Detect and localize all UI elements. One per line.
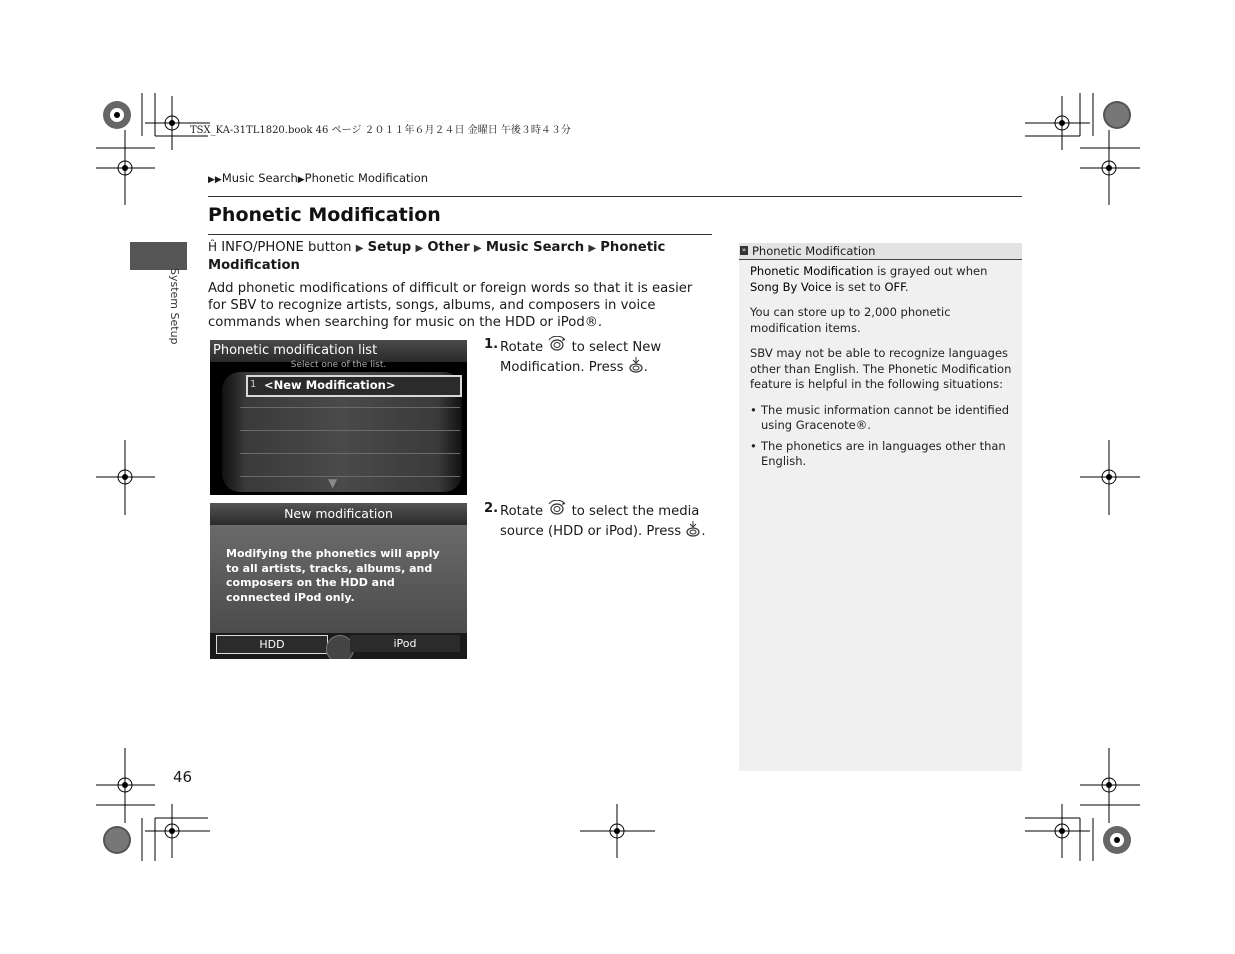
interface-dial-rotate-icon <box>547 336 567 354</box>
page-title: Phonetic Modification <box>208 204 441 226</box>
note-body <box>750 264 1015 475</box>
nav-arrow-icon: ▶ <box>588 243 597 254</box>
step-1: 1. Rotate to select New Modification. Press . <box>484 337 662 375</box>
breadcrumb-arrows-icon: ▶▶ <box>208 175 222 185</box>
page-number: 46 <box>173 768 193 786</box>
step-target: New Modification <box>500 340 662 375</box>
interface-dial-press-icon <box>685 520 701 538</box>
breadcrumb-parent[interactable]: Music Search <box>221 171 298 185</box>
row-divider <box>240 453 460 454</box>
step-2: 2. Rotate to select the media source (HDD or iPod). Press . <box>484 501 706 539</box>
title-rule <box>208 234 712 235</box>
note-marker-icon: » <box>741 246 747 254</box>
list-item: • The phonetics are in languages other than English. <box>750 439 1015 470</box>
note-text: is grayed out when <box>877 264 988 278</box>
step-number: 2. <box>484 501 499 516</box>
nav-path-setup: Setup <box>367 240 412 255</box>
step-option-hdd: HDD <box>553 524 584 539</box>
note-term: Phonetic Modification <box>750 264 874 278</box>
step-text: or <box>587 524 602 539</box>
list-item-label: <New Modification> <box>264 378 396 392</box>
list-item-number: 1 <box>250 379 257 390</box>
section-tab-label: System Setup <box>168 268 181 345</box>
scroll-down-icon: ▼ <box>328 476 338 490</box>
screen-title: New modification <box>210 503 467 525</box>
step-option-ipod: iPod <box>605 524 633 539</box>
screen-body <box>210 525 467 635</box>
note-bullets <box>750 403 1015 470</box>
step-number: 1. <box>484 337 499 352</box>
step-text: . Press <box>580 360 624 375</box>
screen-subtitle: Select one of the list. <box>290 360 387 370</box>
note-heading-text: Phonetic Modification <box>752 244 876 258</box>
row-divider <box>240 476 460 477</box>
print-header: TSX_KA-31TL1820.book 46 ページ ２０１１年６月２４日 金曜日 午後３時４３分 <box>190 125 571 136</box>
nav-path <box>208 239 688 274</box>
row-divider <box>240 407 460 408</box>
screen-title: Phonetic modification list <box>213 343 378 358</box>
sidebar-note <box>739 243 1022 771</box>
nav-arrow-icon: ▶ <box>355 243 364 254</box>
breadcrumb-arrow-icon: ▶ <box>297 175 305 185</box>
step-text: ). Press <box>632 524 682 539</box>
interface-dial-press-icon <box>628 356 644 374</box>
list-item: • The music information cannot be identified using Gracenote®. <box>750 403 1015 434</box>
breadcrumb-current: Phonetic Modification <box>304 171 429 185</box>
header-rule <box>208 196 1022 197</box>
note-term: OFF <box>884 279 905 294</box>
note-paragraph: You can store up to 2,000 phonetic modification items. <box>750 305 951 335</box>
intro-paragraph: Add phonetic modifications of difficult or foreign words so that it is easier for SBV to recognize artists, songs, albums, and composers in voice commands when searching for music on the HDD or iPod®. <box>208 281 693 330</box>
hdd-button[interactable]: HDD <box>216 635 328 654</box>
nav-path-end: Phonetic Modification <box>208 240 666 273</box>
nav-path-other: Other <box>427 240 470 255</box>
nav-arrow-icon: ▶ <box>473 243 482 254</box>
note-heading <box>739 243 1022 260</box>
note-paragraph: Phonetic Modification is grayed out when Song By Voice is set to OFF. <box>750 264 988 294</box>
screenshot-new-modification <box>210 503 467 659</box>
interface-dial-rotate-icon <box>547 500 567 518</box>
step-text: Rotate <box>500 504 544 519</box>
note-text: is set to <box>835 279 881 294</box>
list-item-selected[interactable] <box>246 375 462 397</box>
ipod-button[interactable]: iPod <box>350 635 460 652</box>
nav-path-music-search: Music Search <box>485 240 585 255</box>
step-text: to select the media source ( <box>500 504 700 539</box>
screen-message: Modifying the phonetics will apply to all artists, tracks, albums, and composers on the HDD and connected iPod only. <box>226 547 440 604</box>
nav-path-start: INFO/PHONE button <box>221 240 352 255</box>
home-icon: Ĥ <box>208 240 218 254</box>
screenshot-phonetic-list <box>210 340 467 495</box>
note-term: Song By Voice <box>750 279 832 294</box>
nav-arrow-icon: ▶ <box>415 243 424 254</box>
step-text: to select <box>571 340 629 355</box>
row-divider <box>240 430 460 431</box>
section-tab <box>130 242 187 270</box>
breadcrumb <box>208 171 428 185</box>
note-paragraph: SBV may not be able to recognize languages other than English. The Phonetic Modification feature is helpful in the following situations: <box>750 346 1012 391</box>
screen-button-bar <box>210 633 467 659</box>
step-text: Rotate <box>500 340 544 355</box>
